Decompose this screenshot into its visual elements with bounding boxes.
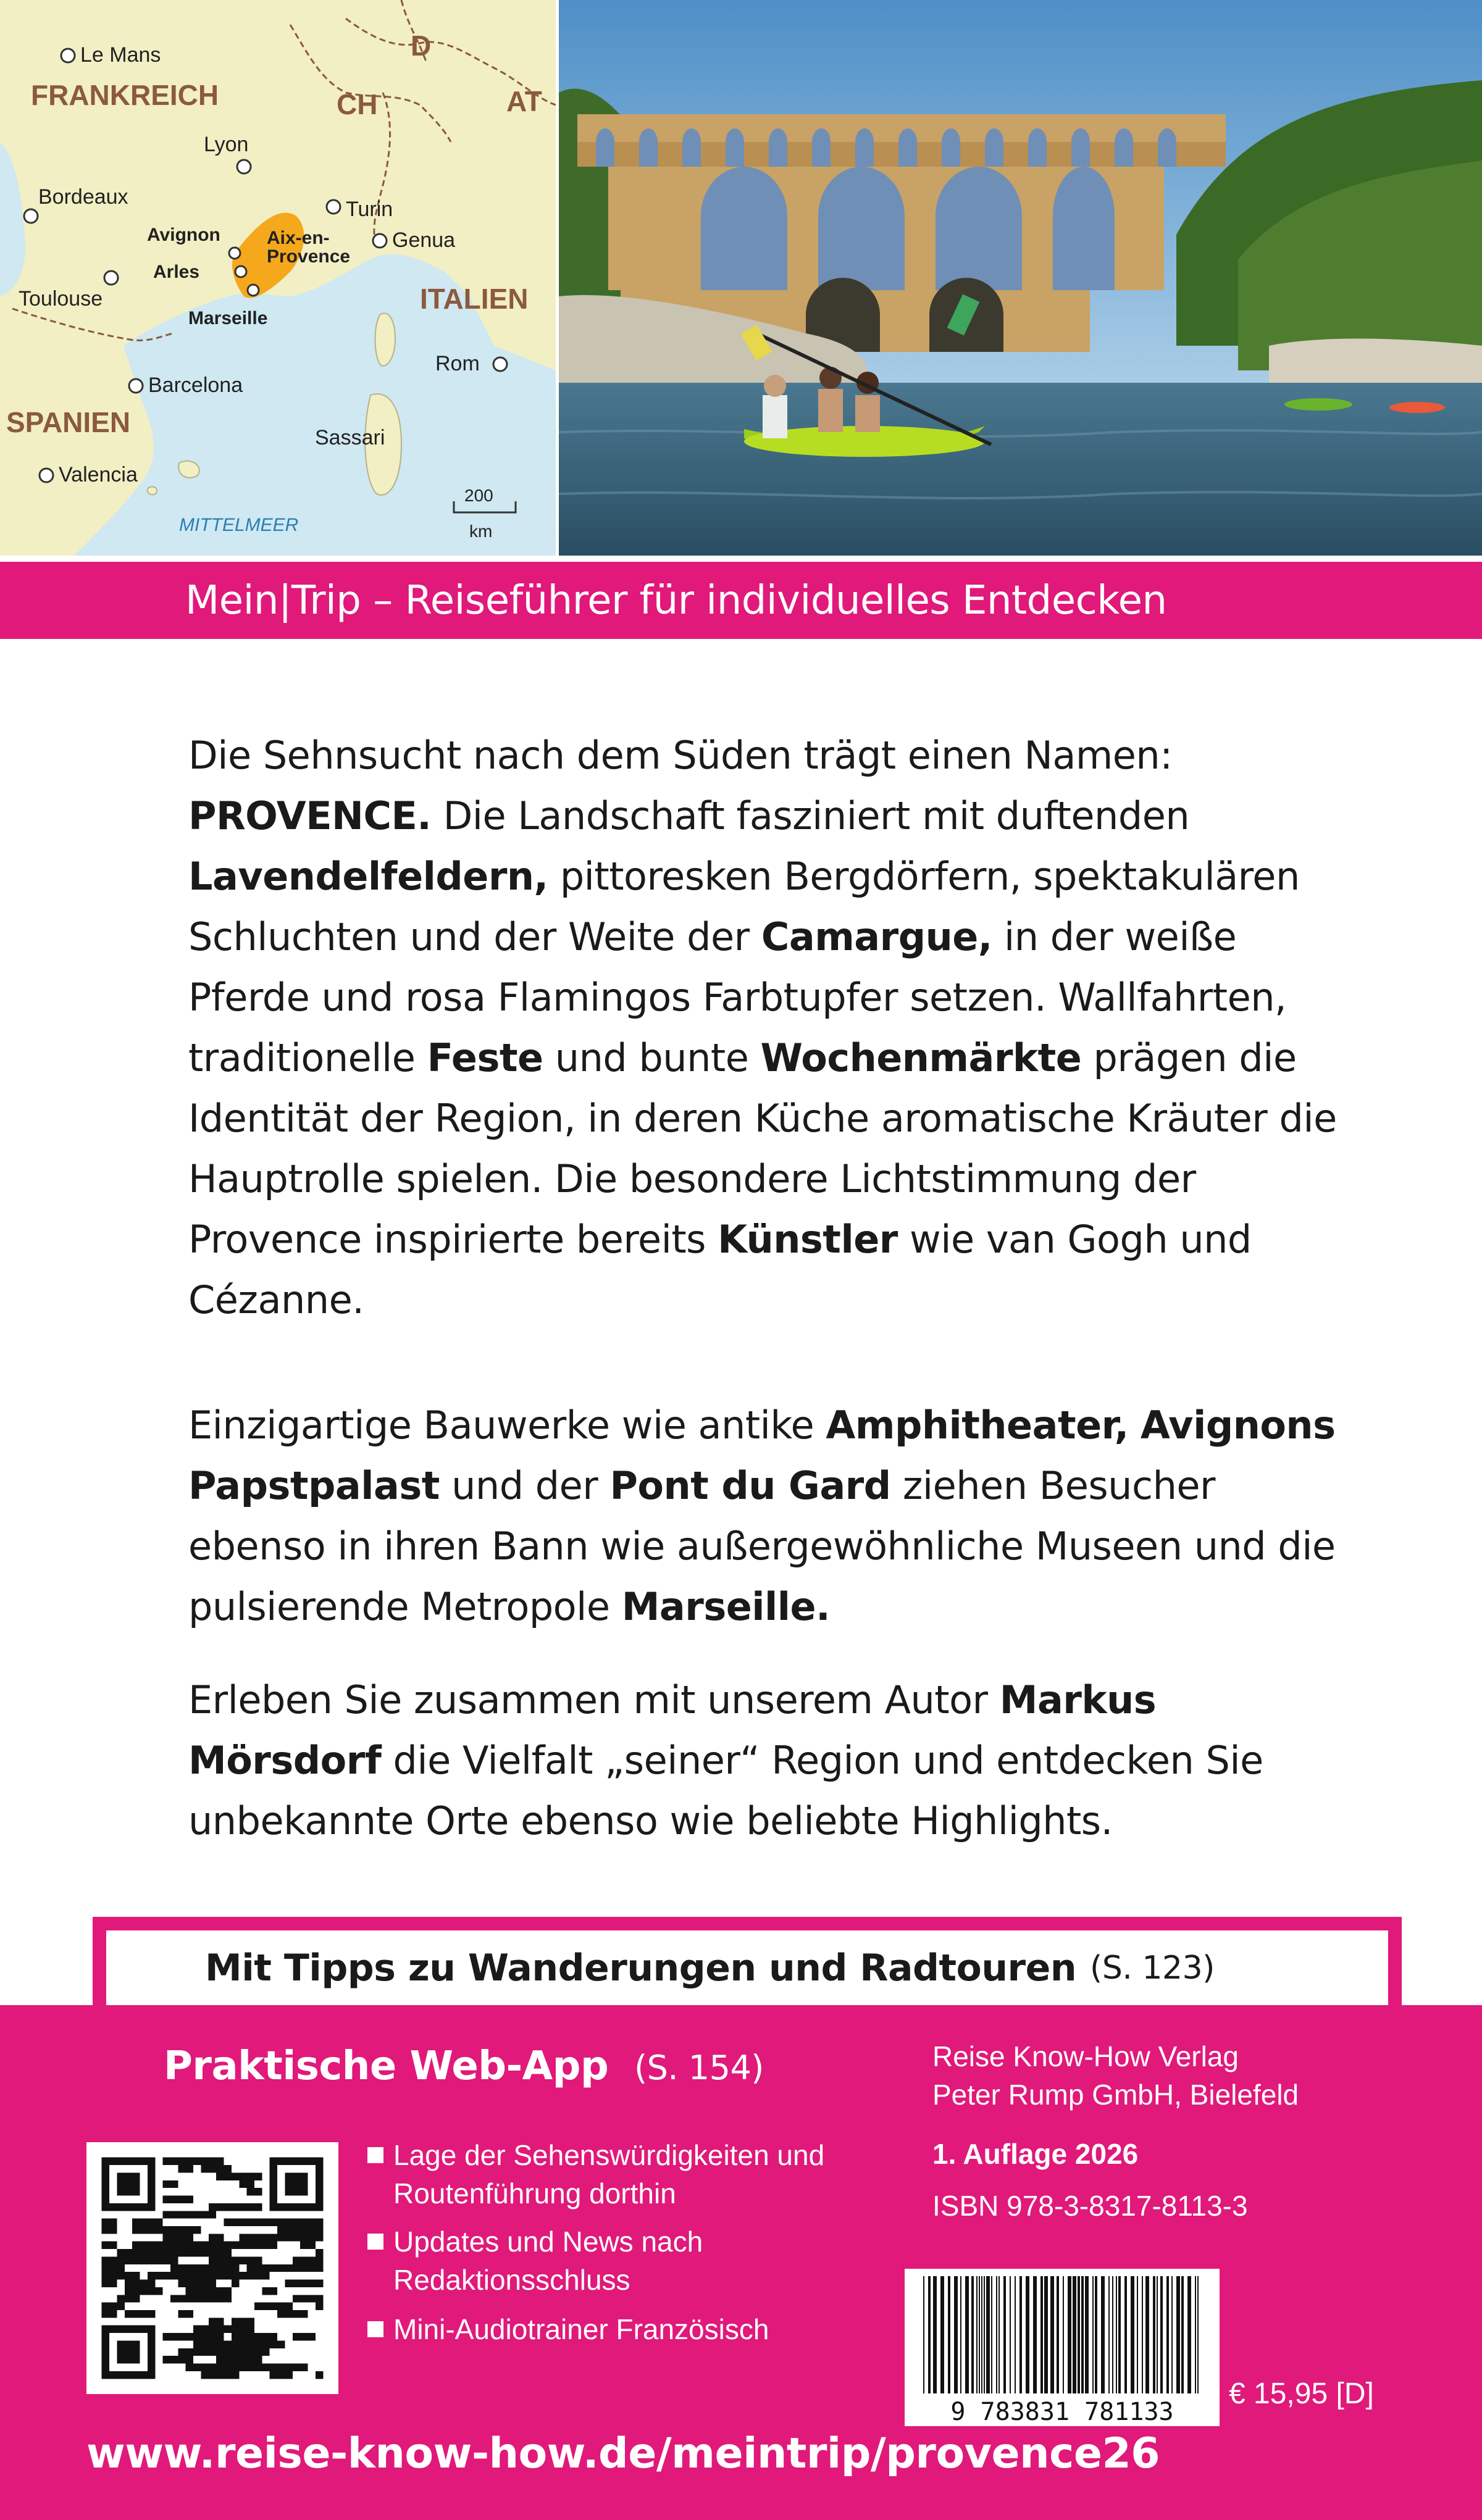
highlight-text: Künstler (718, 1217, 898, 1262)
qr-code[interactable] (86, 2142, 338, 2394)
body-text: und bunte (543, 1035, 761, 1080)
map-city-marseille: Marseille (188, 308, 268, 328)
map-city-aix-line2: Provence (267, 246, 351, 267)
map-city-lyon: Lyon (204, 133, 249, 156)
map-scale-unit: km (469, 522, 493, 541)
intro-paragraph-1 (188, 725, 1343, 1330)
map-scale-value: 200 (464, 486, 493, 505)
highlight-text: Avignons Papstpalast (188, 1403, 1336, 1508)
bullet-square-icon (367, 2147, 383, 2163)
map-city-bordeaux: Bordeaux (38, 185, 128, 209)
pont-du-gard-photo (559, 0, 1482, 556)
map-country-d: D (411, 30, 432, 62)
highlight-text: Marseille. (621, 1584, 831, 1629)
body-text: ziehen Besucher ebenso in ihren Bann wie außergewöhnliche Museen und die pulsierende Metropole (188, 1463, 1336, 1629)
body-text: Die Landschaft fasziniert mit duftenden (431, 793, 1190, 838)
publisher-name: Reise Know-How Verlag (932, 2040, 1239, 2072)
body-text: Einzigartige Bauwerke wie antike (188, 1403, 826, 1448)
series-banner (0, 562, 1482, 639)
highlight-text: Wochenmärkte (760, 1035, 1082, 1080)
highlight-text: Amphitheater, (826, 1403, 1129, 1448)
webapp-feature-1 (367, 2136, 861, 2213)
body-text: die Vielfalt „seiner“ Region und entdecken Sie unbekannte Orte ebenso wie beliebte Highlights. (188, 1738, 1263, 1843)
intro-paragraph-3 (188, 1670, 1343, 1851)
body-text: in der weiße Pferde und rosa Flamingos Farbtupfer setzen. Wallfahrten, traditionelle (188, 914, 1287, 1080)
map-country-spanien: SPANIEN (6, 406, 131, 438)
region-map (0, 0, 556, 556)
highlight-text: Camargue, (761, 914, 992, 959)
map-city-valencia: Valencia (59, 463, 138, 486)
bullet-square-icon (367, 2321, 383, 2337)
webapp-feature-2 (367, 2222, 861, 2299)
barcode (905, 2269, 1220, 2426)
map-city-aix-line1: Aix-en- (267, 228, 330, 248)
map-country-ch: CH (337, 88, 378, 120)
edition: 1. Auflage 2026 (932, 2138, 1139, 2170)
map-city-sassari: Sassari (315, 426, 385, 449)
highlight-text: Markus Mörsdorf (188, 1677, 1157, 1783)
body-text: und der (439, 1463, 610, 1508)
body-text: wie van Gogh und Cézanne. (188, 1217, 1252, 1322)
map-country-at: AT (506, 85, 542, 117)
webapp-feature-text: Updates und News nach Redaktionsschluss (393, 2226, 703, 2296)
webapp-feature-text: Lage der Sehenswürdigkeiten und Routenführung dorthin (393, 2139, 825, 2209)
map-country-italien: ITALIEN (420, 283, 529, 315)
map-city-avignon: Avignon (147, 225, 220, 245)
highlight-text: Lavendelfeldern, (188, 854, 548, 899)
barcode-bars (905, 2269, 1220, 2426)
highlight-text: Feste (427, 1035, 543, 1080)
body-text: Erleben Sie zusammen mit unserem Autor (188, 1677, 1000, 1722)
series-banner-text: Mein|Trip – Reiseführer für individuelles Entdecken (185, 577, 1167, 624)
bullet-square-icon (367, 2234, 383, 2250)
tipps-page-ref: (S. 123) (1090, 1949, 1215, 1987)
map-city-turin: Turin (346, 198, 393, 221)
webapp-title-text: Praktische Web-App (164, 2043, 609, 2089)
publisher-company: Peter Rump GmbH, Bielefeld (932, 2079, 1299, 2111)
map-country-frankreich: FRANKREICH (31, 79, 219, 111)
isbn: ISBN 978-3-8317-8113-3 (932, 2190, 1248, 2222)
map-city-arles: Arles (153, 262, 200, 282)
body-text: prägen die Identität der Region, in deren Küche aromatische Kräuter die Hauptrolle spielen. Die besondere Lichtstimmung der Provence inspirierte bereits (188, 1035, 1337, 1262)
webapp-feature-text: Mini-Audiotrainer Französisch (393, 2313, 769, 2345)
website-url[interactable]: www.reise-know-how.de/meintrip/provence26 (86, 2429, 1160, 2478)
map-city-rom: Rom (435, 352, 480, 375)
highlight-text: Pont du Gard (609, 1463, 891, 1508)
body-text: Die Sehnsucht nach dem Süden trägt einen Namen: (188, 733, 1173, 778)
price: € 15,95 [D] (1229, 2377, 1374, 2410)
webapp-title (164, 2043, 764, 2089)
webapp-feature-3 (367, 2310, 861, 2348)
tipps-box (106, 1930, 1388, 2005)
map-city-toulouse: Toulouse (19, 287, 103, 311)
intro-paragraph-2 (188, 1395, 1343, 1637)
map-city-genua: Genua (392, 228, 456, 252)
body-text: pittoresken Bergdörfern, spektakulären Schluchten und der Weite der (188, 854, 1300, 959)
tipps-text: Mit Tipps zu Wanderungen und Radtouren (205, 1946, 1077, 1990)
webapp-page-ref: (S. 154) (634, 2048, 764, 2087)
barcode-digits: 9 783831 781133 (950, 2398, 1174, 2426)
body-text (1129, 1403, 1141, 1448)
map-city-le-mans: Le Mans (80, 43, 161, 67)
map-sea-label: MITTELMEER (179, 515, 299, 535)
map-city-barcelona: Barcelona (148, 373, 243, 397)
highlight-text: PROVENCE. (188, 793, 432, 838)
